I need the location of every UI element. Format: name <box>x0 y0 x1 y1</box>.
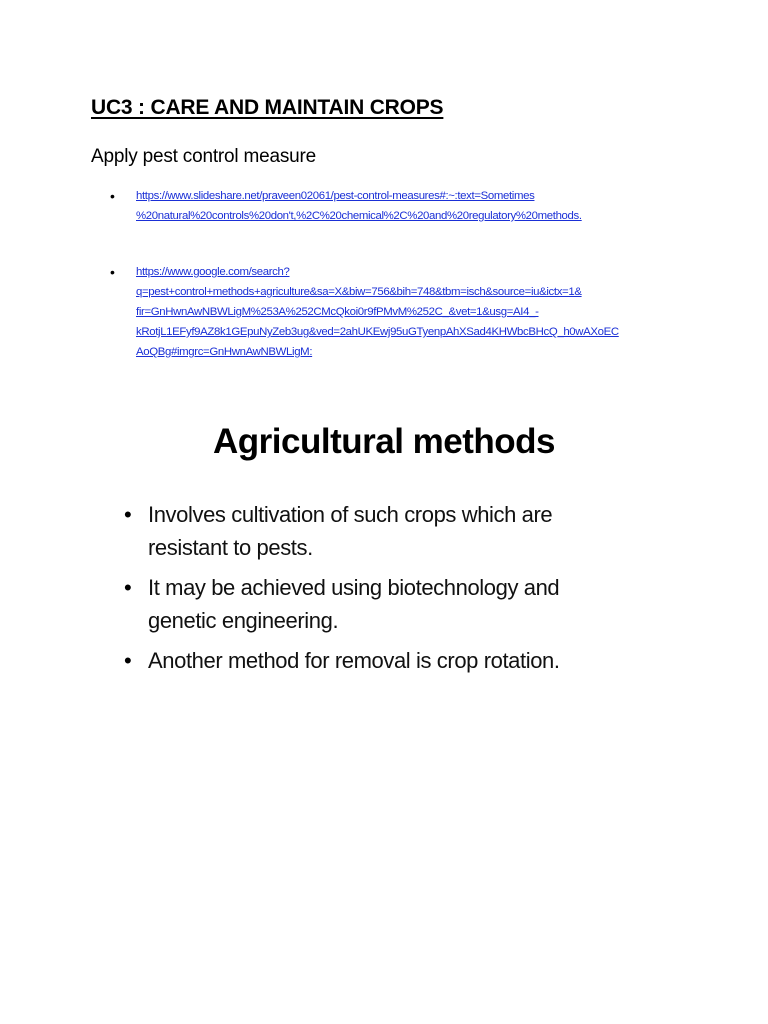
reference-link-line[interactable]: AoQBg#imgrc=GnHwnAwNBWLigM: <box>136 346 313 358</box>
reference-link-list <box>110 186 710 398</box>
bullet-icon: • <box>124 575 132 600</box>
bullet-icon: • <box>124 502 132 527</box>
bullet-icon: • <box>110 188 115 204</box>
reference-link-item <box>110 186 710 226</box>
reference-link-line[interactable]: https://www.google.com/search? <box>136 266 290 278</box>
slide-bullet-item <box>110 644 710 677</box>
slide-bullet-text: Another method for removal is crop rotation. <box>148 648 560 673</box>
reference-link-line[interactable]: q=pest+control+methods+agriculture&sa=X&biw=756&bih=748&tbm=isch&source=iu&ictx=1& <box>136 286 582 298</box>
slide-title: Agricultural methods <box>213 422 555 461</box>
slide-bullet-item <box>110 571 710 637</box>
reference-link-line[interactable]: kRotjL1EFyf9AZ8k1GEpuNyZeb3ug&ved=2ahUKEwj95uGTyenpAhXSad4KHWbcBHcQ_h0wAXoEC <box>136 326 619 338</box>
slide-bullet-list <box>110 498 710 684</box>
bullet-icon: • <box>124 648 132 673</box>
slide-bullet-text: resistant to pests. <box>148 535 313 560</box>
slide-bullet-text: genetic engineering. <box>148 608 339 633</box>
reference-link-line[interactable]: fir=GnHwnAwNBWLigM%253A%252CMcQkoi0r9fPMvM%252C_&vet=1&usg=AI4_- <box>136 306 539 318</box>
reference-link-line[interactable]: %20natural%20controls%20don't,%2C%20chemical%2C%20and%20regulatory%20methods. <box>136 210 582 222</box>
bullet-icon: • <box>110 264 115 280</box>
document-title: UC3 : CARE AND MAINTAIN CROPS <box>91 96 444 119</box>
slide-bullet-text: It may be achieved using biotechnology and <box>148 575 560 600</box>
section-subheading: Apply pest control measure <box>91 146 317 167</box>
slide-bullet-item <box>110 498 710 564</box>
slide-bullet-text: Involves cultivation of such crops which are <box>148 502 553 527</box>
reference-link-line[interactable]: https://www.slideshare.net/praveen02061/pest-control-measures#:~:text=Sometimes <box>136 190 535 202</box>
reference-link-item <box>110 262 710 362</box>
